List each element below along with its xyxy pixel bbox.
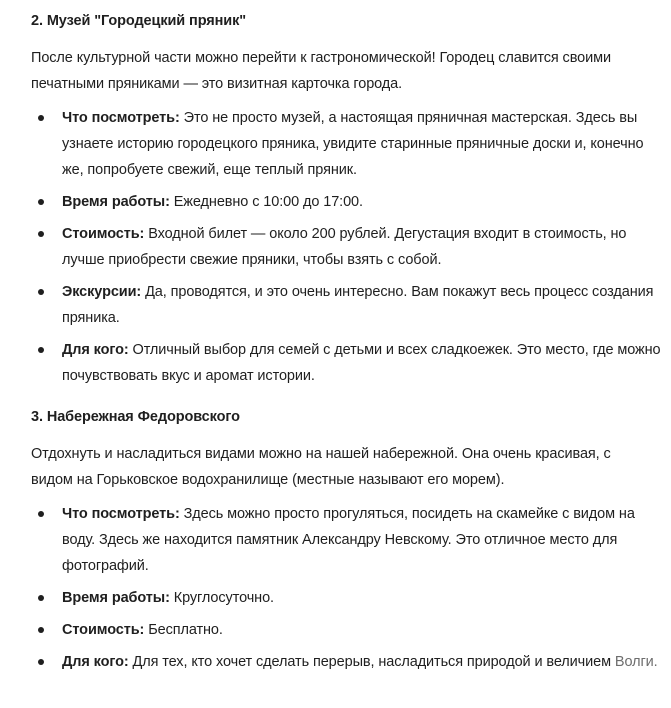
list-item <box>31 279 666 331</box>
list-item <box>31 189 666 215</box>
list-item <box>31 501 666 579</box>
item-text: Отличный выбор для семей с детьми и всех сладкоежек. Это место, где можно почувствовать вкус и аромат истории. <box>62 342 661 384</box>
item-label: Стоимость: <box>62 622 145 638</box>
item-label: Стоимость: <box>62 226 145 242</box>
section-intro-museum: После культурной части можно перейти к гастрономической! Городец славится своими печатными пряниками — это визитная карточка города. <box>31 50 611 92</box>
list-item <box>31 585 666 611</box>
item-label: Время работы: <box>62 194 170 210</box>
item-text: Входной билет — около 200 рублей. Дегустация входит в стоимость, но лучше приобрести свежие пряники, чтобы взять с собой. <box>62 226 627 268</box>
item-text: Здесь можно просто прогуляться, посидеть на скамейке с видом на воду. Здесь же находится памятник Александру Невскому. Это отличное место для фотографий. <box>62 506 635 574</box>
item-label: Для кого: <box>62 342 129 358</box>
embankment-details-list <box>31 501 666 675</box>
item-label: Что посмотреть: <box>62 110 180 126</box>
item-text: Да, проводятся, и это очень интересно. Вам покажут весь процесс создания пряника. <box>62 284 654 326</box>
item-label: Для кого: <box>62 654 129 670</box>
section-title-embankment: 3. Набережная Федоровского <box>31 409 240 425</box>
list-item <box>31 649 666 675</box>
item-text: Для тех, кто хочет сделать перерыв, насладиться природой и величием <box>128 654 615 670</box>
item-text: Бесплатно. <box>144 622 223 638</box>
museum-details-list <box>31 105 666 389</box>
item-text-streaming-tail: Волги. <box>614 654 658 670</box>
item-label: Время работы: <box>62 590 170 606</box>
item-label: Экскурсии: <box>62 284 142 300</box>
list-item <box>31 337 666 389</box>
item-text: Круглосуточно. <box>169 590 274 606</box>
list-item <box>31 105 666 183</box>
section-title-museum: 2. Музей "Городецкий пряник" <box>31 13 247 29</box>
item-label: Что посмотреть: <box>62 506 180 522</box>
list-item <box>31 221 666 273</box>
section-intro-embankment: Отдохнуть и насладиться видами можно на нашей набережной. Она очень красивая, с видом на Горьковское водохранилище (местные называют его морем). <box>31 446 611 488</box>
item-text: Ежедневно с 10:00 до 17:00. <box>169 194 363 210</box>
item-text: Это не просто музей, а настоящая пряничная мастерская. Здесь вы узнаете историю городецкого пряника, увидите старинные пряничные доски и, конечно же, попробуете свежий, еще теплый пряник. <box>62 110 644 178</box>
list-item <box>31 617 666 643</box>
